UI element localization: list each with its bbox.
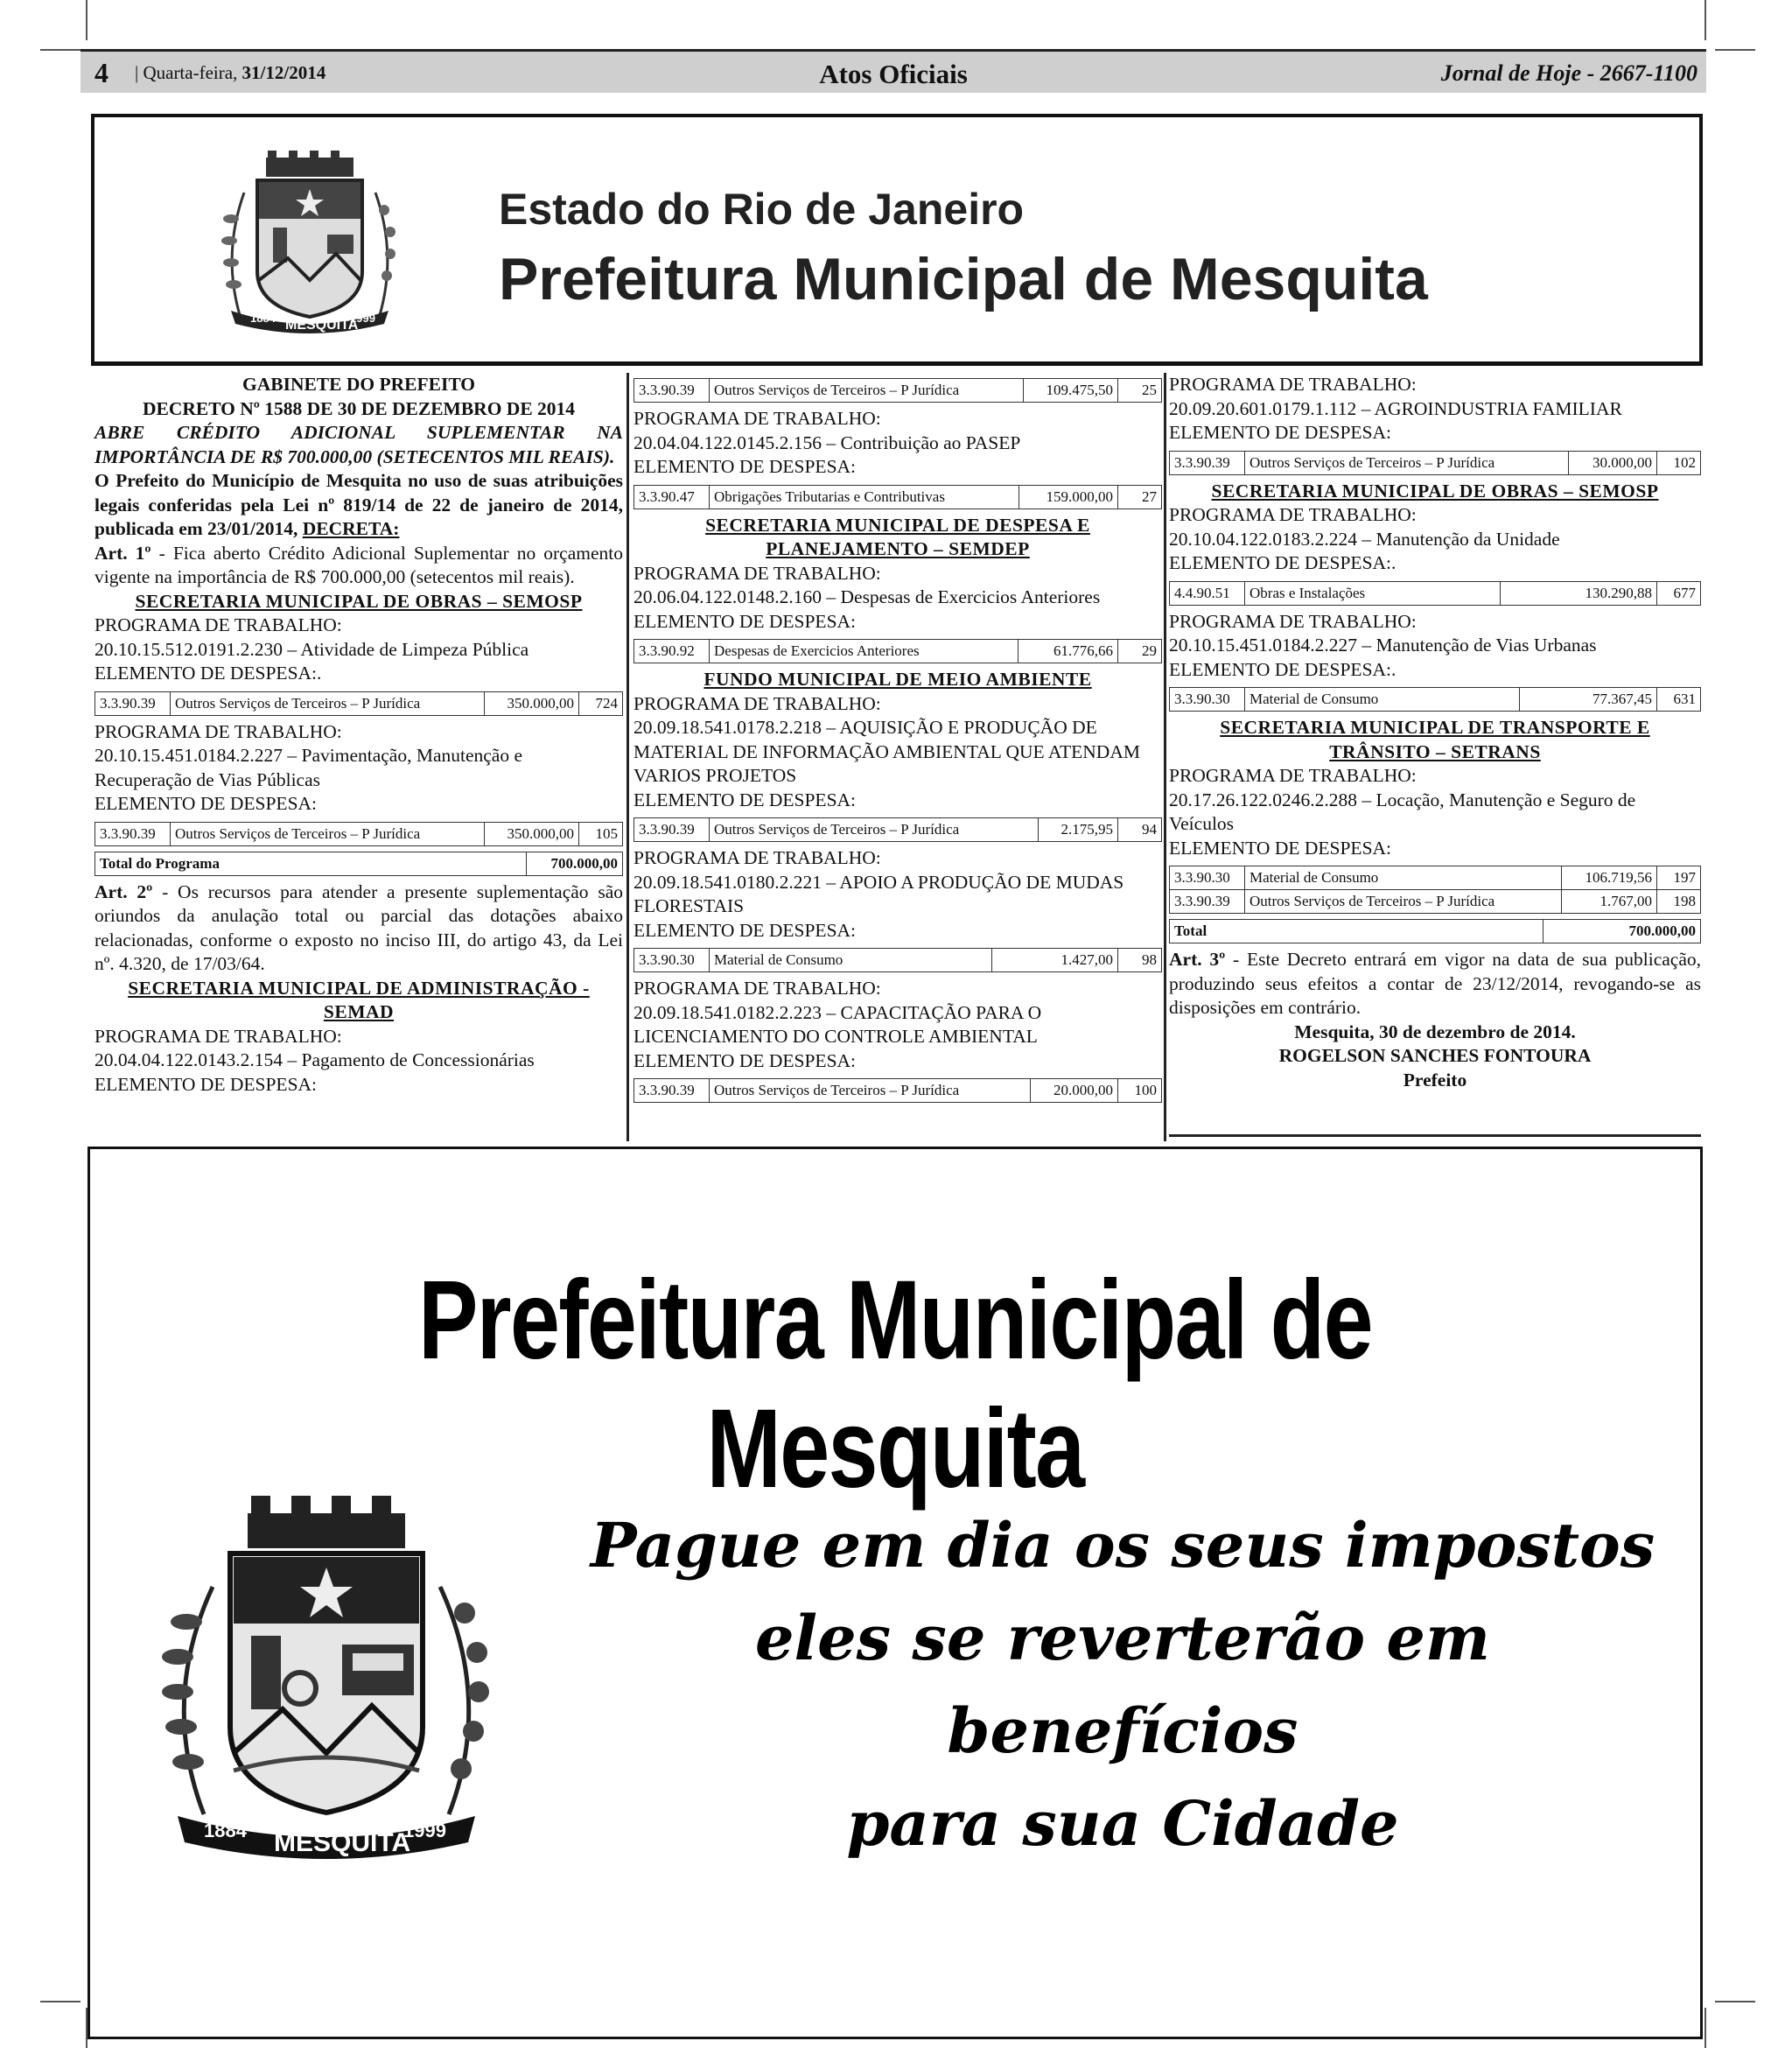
table-row: 3.3.90.39 Outros Serviços de Terceiros – P Jurídica 109.475,50 25 xyxy=(634,379,1162,403)
column-divider xyxy=(1164,373,1166,1141)
date-value: 31/12/2014 xyxy=(242,62,326,83)
programa-label: PROGRAMA DE TRABALHO: xyxy=(94,614,342,635)
programa-label: PROGRAMA DE TRABALHO: xyxy=(634,562,881,584)
program-code: 20.10.15.451.0184.2.227 – Pavimentação, Manutenção e Recuperação de Vias Públicas xyxy=(94,745,523,790)
table-row: Total 700.000,00 xyxy=(1170,920,1701,943)
column-end-rule xyxy=(1169,1134,1701,1137)
table-row: 3.3.90.30 Material de Consumo 1.427,00 98 xyxy=(634,949,1162,972)
program-code: 20.09.18.541.0182.2.223 – CAPACITAÇÃO PARA O LICENCIAMENTO DO CONTROLE AMBIENTAL xyxy=(634,1001,1042,1047)
article-2: Art. 2º - Os recursos para atender a presente suplementação são oriundos da anulação total ou parcial das dotações abaixo relacionadas, conforme o exposto no inciso III, do artigo 43, da Lei nº. 4.320, de 17/03/64. xyxy=(94,880,624,974)
coat-of-arms-icon xyxy=(205,149,415,334)
programa-label: PROGRAMA DE TRABALHO: xyxy=(94,720,342,742)
banner-title: Prefeitura Municipal de Mesquita xyxy=(418,1258,1372,1511)
programa-label: PROGRAMA DE TRABALHO: xyxy=(634,408,881,429)
program-code: 20.10.15.512.0191.2.230 – Atividade de Limpeza Pública xyxy=(94,638,529,660)
programa-label: PROGRAMA DE TRABALHO: xyxy=(94,1025,342,1047)
elemento-label: ELEMENTO DE DESPESA:. xyxy=(94,663,322,684)
programa-label: PROGRAMA DE TRABALHO: xyxy=(634,978,881,999)
svg-text:MESQUITA: MESQUITA xyxy=(285,318,359,333)
table-row: 3.3.90.30 Material de Consumo 77.367,45 631 xyxy=(1170,688,1701,712)
elemento-label: ELEMENTO DE DESPESA: xyxy=(94,1073,318,1095)
slogan-line: para sua Cidade xyxy=(846,1787,1399,1860)
expense-table xyxy=(1169,866,1701,914)
expense-table xyxy=(634,485,1162,509)
elemento-label: ELEMENTO DE DESPESA: xyxy=(1169,422,1392,443)
section-heading: SECRETARIA MUNICIPAL DE DESPESA E PLANEJAMENTO – SEMDEP xyxy=(705,514,1090,559)
crop-mark xyxy=(40,2001,80,2002)
banner-slogan xyxy=(580,1499,1665,1870)
programa-label: PROGRAMA DE TRABALHO: xyxy=(634,847,881,868)
expense-table xyxy=(634,948,1162,972)
column-3 xyxy=(1169,373,1701,1092)
page-number: 4 xyxy=(94,57,108,88)
programa-label: PROGRAMA DE TRABALHO: xyxy=(1169,504,1417,525)
program-code: 20.10.15.451.0184.2.227 – Manutenção de Vias Urbanas xyxy=(1169,635,1597,656)
table-row: 3.3.90.39 Outros Serviços de Terceiros – P Jurídica 350.000,00 105 xyxy=(95,822,623,845)
table-row: 3.3.90.39 Outros Serviços de Terceiros – P Jurídica 350.000,00 724 xyxy=(95,691,623,715)
elemento-label: ELEMENTO DE DESPESA: xyxy=(634,919,857,941)
tax-advertisement xyxy=(88,1147,1703,2039)
program-code: 20.09.20.601.0179.1.112 – AGROINDUSTRIA FAMILIAR xyxy=(1169,397,1622,419)
masthead-title: Prefeitura Municipal de Mesquita xyxy=(499,246,1428,312)
programa-label: PROGRAMA DE TRABALHO: xyxy=(1169,610,1417,632)
program-code: 20.04.04.122.0145.2.156 – Contribuição ao PASEP xyxy=(634,431,1021,453)
masthead xyxy=(91,114,1703,366)
expense-table xyxy=(1169,581,1701,606)
expense-table xyxy=(634,639,1162,663)
table-row: 3.3.90.39 Outros Serviços de Terceiros – P Jurídica 1.767,00 198 xyxy=(1170,890,1701,914)
table-row: 3.3.90.92 Despesas de Exercicios Anteriores 61.776,66 29 xyxy=(634,640,1162,663)
elemento-label: ELEMENTO DE DESPESA: xyxy=(1169,837,1392,859)
elemento-label: ELEMENTO DE DESPESA: xyxy=(634,1049,857,1071)
programa-label: PROGRAMA DE TRABALHO: xyxy=(634,692,881,714)
program-code: 20.17.26.122.0246.2.288 – Locação, Manutenção e Seguro de Veículos xyxy=(1169,789,1636,834)
elemento-label: ELEMENTO DE DESPESA:. xyxy=(1169,658,1396,680)
crop-mark xyxy=(40,49,80,51)
crop-mark xyxy=(86,0,88,40)
program-code: 20.09.18.541.0180.2.221 – APOIO A PRODUÇÃO DE MUDAS FLORESTAIS xyxy=(634,871,1124,916)
decree-preamble: O Prefeito do Município de Mesquita no uso de suas atribuições legais conferidas pela Lei nº 819/14 de 22 de janeiro de 2014, publicada em 23/01/2014, DECRETA: xyxy=(94,470,623,539)
office-title: GABINETE DO PREFEITO xyxy=(242,374,476,395)
section-heading: SECRETARIA MUNICIPAL DE ADMINISTRAÇÃO - SEMAD xyxy=(128,977,590,1022)
expense-table xyxy=(94,822,623,846)
crop-mark xyxy=(1715,2001,1755,2002)
svg-text:1884: 1884 xyxy=(250,312,276,325)
elemento-label: ELEMENTO DE DESPESA: xyxy=(634,789,857,810)
section-heading: FUNDO MUNICIPAL DE MEIO AMBIENTE xyxy=(704,669,1092,690)
expense-table xyxy=(1169,687,1701,712)
table-row: 3.3.90.39 Outros Serviços de Terceiros – P Jurídica 20.000,00 100 xyxy=(634,1079,1162,1103)
section-heading: SECRETARIA MUNICIPAL DE OBRAS – SEMOSP xyxy=(135,590,583,612)
decree-number: DECRETO Nº 1588 DE 30 DE DEZEMBRO DE 2014 xyxy=(142,397,576,419)
column-1 xyxy=(94,373,623,1097)
weekday: | Quarta-feira, xyxy=(135,62,238,83)
svg-text:1884: 1884 xyxy=(204,1820,247,1841)
program-code: 20.04.04.122.0143.2.154 – Pagamento de Concessionárias xyxy=(94,1049,535,1070)
column-2 xyxy=(634,373,1162,1107)
table-row: 3.3.90.47 Obrigações Tributarias e Contributivas 159.000,00 27 xyxy=(634,485,1162,508)
program-code: 20.10.04.122.0183.2.224 – Manutenção da Unidade xyxy=(1169,528,1560,550)
table-row: Total do Programa 700.000,00 xyxy=(95,852,623,875)
program-code: 20.09.18.541.0178.2.218 – AQUISIÇÃO E PRODUÇÃO DE MATERIAL DE INFORMAÇÃO AMBIENTAL QUE ATENDAM VARIOS PROJETOS xyxy=(634,717,1140,786)
program-code: 20.06.04.122.0148.2.160 – Despesas de Exercicios Anteriores xyxy=(634,586,1101,607)
table-row: 3.3.90.30 Material de Consumo 106.719,56 197 xyxy=(1170,866,1701,890)
column-divider xyxy=(626,373,629,1141)
expense-table xyxy=(1169,451,1701,475)
expense-table xyxy=(634,817,1162,842)
total-table xyxy=(1169,919,1701,943)
elemento-label: ELEMENTO DE DESPESA: xyxy=(634,456,857,477)
running-head xyxy=(80,49,1706,93)
signer-title: Prefeito xyxy=(1403,1069,1467,1091)
expense-table xyxy=(634,378,1162,403)
decree-summary: ABRE CRÉDITO ADICIONAL SUPLEMENTAR NA IMPORTÂNCIA DE R$ 700.000,00 (SETECENTOS MIL REAIS). xyxy=(94,422,623,467)
elemento-label: ELEMENTO DE DESPESA: xyxy=(634,610,857,632)
slogan-line: eles se reverterão em benefícios xyxy=(754,1602,1491,1767)
coat-of-arms-icon xyxy=(143,1490,510,1867)
article-1: Art. 1º - Fica aberto Crédito Adicional Suplementar no orçamento vigente na importância de R$ 700.000,00 (setecentos mil reais). xyxy=(94,542,623,587)
state-name: Estado do Rio de Janeiro xyxy=(499,185,1025,234)
elemento-label: ELEMENTO DE DESPESA: xyxy=(94,793,318,814)
programa-label: PROGRAMA DE TRABALHO: xyxy=(1169,765,1417,786)
table-row: 3.3.90.39 Outros Serviços de Terceiros – P Jurídica 30.000,00 102 xyxy=(1170,451,1701,474)
table-row: 3.3.90.39 Outros Serviços de Terceiros – P Jurídica 2.175,95 94 xyxy=(634,818,1162,842)
newspaper-name: Jornal de Hoje - 2667-1100 xyxy=(1440,60,1698,86)
signer-name: ROGELSON SANCHES FONTOURA xyxy=(1278,1045,1592,1066)
section-title: Atos Oficiais xyxy=(819,59,968,89)
crop-mark xyxy=(1715,49,1755,51)
section-heading: SECRETARIA MUNICIPAL DE OBRAS – SEMOSP xyxy=(1211,480,1659,501)
place-date: Mesquita, 30 de dezembro de 2014. xyxy=(1294,1020,1576,1042)
expense-table xyxy=(94,691,623,716)
elemento-label: ELEMENTO DE DESPESA:. xyxy=(1169,552,1396,573)
programa-label: PROGRAMA DE TRABALHO: xyxy=(1169,374,1417,395)
svg-text:1999: 1999 xyxy=(403,1820,446,1841)
crop-mark xyxy=(1704,0,1706,40)
table-row: 4.4.90.51 Obras e Instalações 130.290,88 677 xyxy=(1170,581,1701,605)
article-3: Art. 3º - Este Decreto entrará em vigor na data de sua publicação, produzindo seus efeitos a contar de 23/12/2014, revogando-se as disposições em contrário. xyxy=(1169,949,1702,1018)
svg-text:MESQUITA: MESQUITA xyxy=(274,1828,411,1857)
section-heading: SECRETARIA MUNICIPAL DE TRANSPORTE E TRÂNSITO – SETRANS xyxy=(1220,717,1650,762)
decreta-link: DECRETA: xyxy=(302,518,400,539)
expense-table xyxy=(634,1078,1162,1103)
total-table xyxy=(94,852,623,876)
svg-text:1999: 1999 xyxy=(350,312,375,325)
crop-mark xyxy=(1704,2008,1706,2048)
slogan-line: Pague em dia os seus impostos xyxy=(590,1509,1656,1582)
